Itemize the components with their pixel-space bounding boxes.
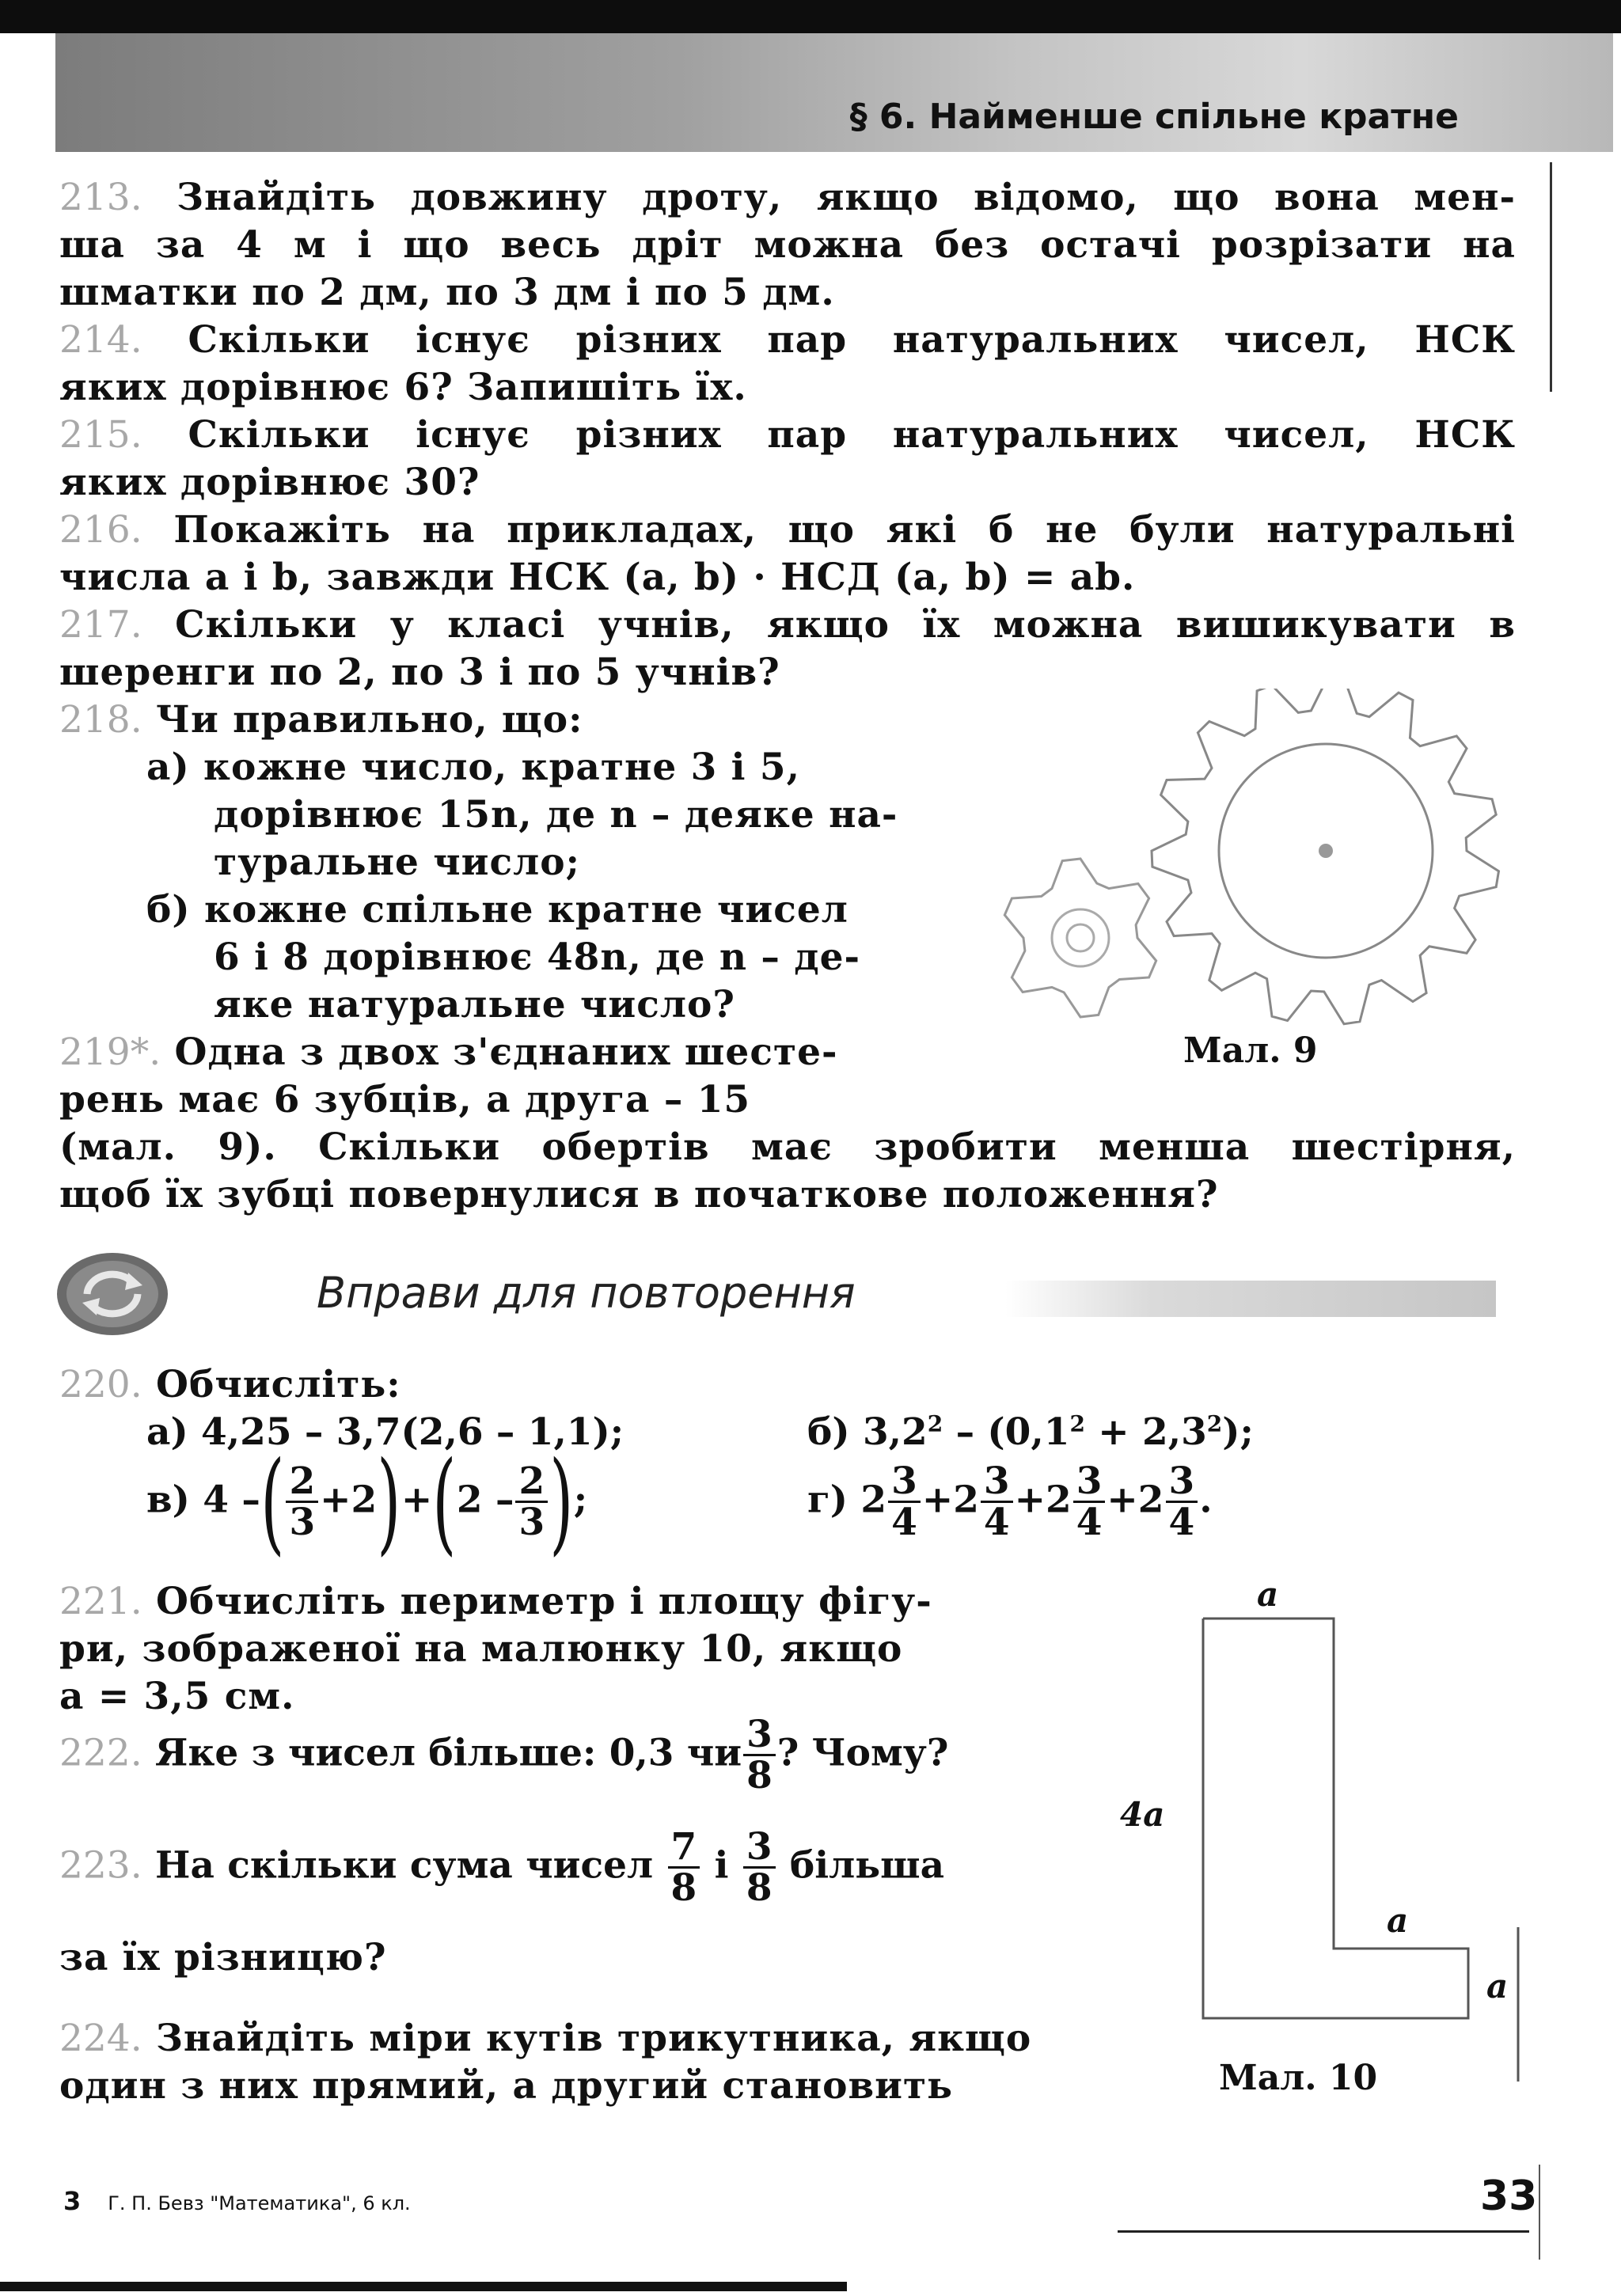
problem-218-item-a-1: а) кожне число, кратне 3 і 5,: [146, 746, 800, 789]
problem-218-item-a-3: туральне число;: [214, 841, 580, 884]
section-title: § 6. Найменше спільне кратне: [849, 97, 1459, 137]
problem-218-item-b-1: б) кожне спільне кратне чисел: [146, 888, 848, 932]
l-shape-figure: [1108, 1575, 1551, 2098]
problem-number: 213.: [59, 176, 142, 219]
l-shape-outline: [1108, 1575, 1551, 2082]
problem-218-intro: 218. Чи правильно, що:: [59, 698, 583, 742]
problem-220-a: а) 4,25 – 3,7(2,6 – 1,1);: [146, 1410, 624, 1454]
problem-220-intro: 220. Обчисліть:: [59, 1363, 401, 1406]
repeat-exercises-title: Вправи для повторення: [317, 1268, 856, 1318]
top-dark-bar: [0, 0, 1621, 33]
problem-220-v: в) 4 –( $\frac{2}{3}$ +2)+(2 – $\frac{2}{3}$ );: [146, 1437, 588, 1567]
gears-icon: [997, 689, 1536, 1029]
problem-217-line-1: 217. Скільки у класі учнів, якщо їх можна вишикувати в: [59, 603, 1516, 647]
problem-217-line-2: шеренги по 2, по 3 і по 5 учнів?: [59, 651, 780, 694]
problem-216-line-2: числа a і b, завжди НСК (a, b) · НСД (a, b) = ab.: [59, 556, 1136, 599]
fraction: $\frac{2}{3}$: [286, 1463, 318, 1543]
problem-number: 220.: [59, 1363, 142, 1406]
repeat-exercises-header: [55, 1250, 1512, 1338]
problem-number: 216.: [59, 508, 142, 552]
repeat-cycle-icon: [55, 1250, 174, 1338]
problem-number: 222.: [59, 1731, 142, 1775]
footer-rule: [1118, 2230, 1529, 2233]
problem-213-line-1: 213. Знайдіть довжину дроту, якщо відомо, що вона мен-: [59, 176, 1516, 219]
problem-216-line-1: 216. Покажіть на прикладах, що які б не були натуральні: [59, 508, 1516, 552]
problem-223-line-2: за їх різницю?: [59, 1936, 387, 1979]
fraction: $\frac{3}{4}$: [888, 1463, 921, 1543]
gears-illustration: [997, 689, 1536, 1029]
problem-220-g: г) 2 $\frac{3}{4}$ +2 $\frac{3}{4}$ +2 $\frac{3}{4}$ +2 $\frac{3}{4}$ .: [807, 1459, 1213, 1544]
fraction: $\frac{7}{8}$: [668, 1828, 700, 1908]
problem-219-line-4: щоб їх зубці повернулися в початкове положення?: [59, 1173, 1219, 1216]
footer-credit: 3 Г. П. Бевз "Математика", 6 кл.: [63, 2186, 411, 2216]
footer-vertical-rule: [1539, 2165, 1540, 2260]
section-header-strip: [1005, 1281, 1496, 1317]
problem-219-line-1: 219*. Одна з двох з'єднаних шесте-: [59, 1030, 838, 1074]
label-left-4a: 4a: [1120, 1795, 1165, 1834]
problem-224-line-1: 224. Знайдіть міри кутів трикутника, якщо: [59, 2017, 1032, 2060]
problem-215-line-1: 215. Скільки існує різних пар натуральних чисел, НСК: [59, 413, 1516, 457]
problem-214-line-2: яких дорівнює 6? Запишіть їх.: [59, 366, 747, 409]
label-top-a: a: [1257, 1575, 1279, 1614]
problem-number: 218.: [59, 698, 142, 742]
fraction: $\frac{3}{4}$: [981, 1463, 1013, 1543]
figure-10-caption: Мал. 10: [1219, 2058, 1378, 2098]
fraction: $\frac{3}{4}$: [1166, 1463, 1198, 1543]
problem-222: 222. Яке з чисел більше: 0,3 чи $\frac{3}{8}$ ? Чому?: [59, 1713, 949, 1797]
problem-number: 214.: [59, 318, 142, 362]
label-step-a: a: [1387, 1901, 1409, 1940]
figure-9-caption: Мал. 9: [1183, 1030, 1318, 1071]
problem-221-line-1: 221. Обчисліть периметр і площу фігу-: [59, 1580, 932, 1623]
problem-220-b: б) $3,2^2 - (0,1^2 + 2,3^2)$;: [807, 1410, 1254, 1454]
problem-215-line-2: яких дорівнює 30?: [59, 461, 480, 504]
fraction: $\frac{2}{3}$: [515, 1463, 548, 1543]
problem-213-line-2: ша за 4 м і що весь дріт можна без остачі розрізати на: [59, 223, 1516, 267]
problem-224-line-2: один з них прямий, а другий становить: [59, 2064, 954, 2108]
page-number: 33: [1480, 2173, 1538, 2220]
problem-218-item-b-2: 6 і 8 дорівнює 48n, де n – де-: [214, 935, 860, 979]
problem-219-line-2: рень має 6 зубців, а друга – 15: [59, 1078, 751, 1121]
problem-number: 221.: [59, 1580, 142, 1623]
problem-221-line-2: ри, зображеної на малюнку 10, якщо: [59, 1627, 903, 1671]
fraction: $\frac{3}{8}$: [743, 1828, 776, 1908]
fraction: $\frac{3}{8}$: [743, 1716, 776, 1796]
problem-number: 223.: [59, 1843, 142, 1888]
problem-219-line-3: (мал. 9). Скільки обертів має зробити менша шестірня,: [59, 1125, 1516, 1169]
fraction: $\frac{3}{4}$: [1073, 1463, 1106, 1543]
problem-218-item-b-3: яке натуральне число?: [214, 983, 735, 1027]
problem-213-line-3: шматки по 2 дм, по 3 дм і по 5 дм.: [59, 271, 835, 314]
problem-214-line-1: 214. Скільки існує різних пар натуральних чисел, НСК: [59, 318, 1516, 362]
small-gear-teeth: [1004, 859, 1156, 1017]
label-right-a: a: [1486, 1967, 1509, 2006]
problem-223-line-1: 223. На скільки сума чисел $\frac{7}{8}$ і $\frac{3}{8}$ більша: [59, 1825, 945, 1910]
problem-number: 219*.: [59, 1030, 161, 1074]
problem-number: 215.: [59, 413, 142, 457]
problem-number: 217.: [59, 603, 142, 647]
problem-221-line-3: a = 3,5 см.: [59, 1675, 295, 1718]
problem-number: 224.: [59, 2017, 142, 2060]
bottom-dark-bar: [0, 2282, 847, 2291]
problem-218-item-a-2: дорівнює 15n, де n – деяке на-: [214, 793, 898, 837]
margin-rule: [1550, 162, 1552, 392]
